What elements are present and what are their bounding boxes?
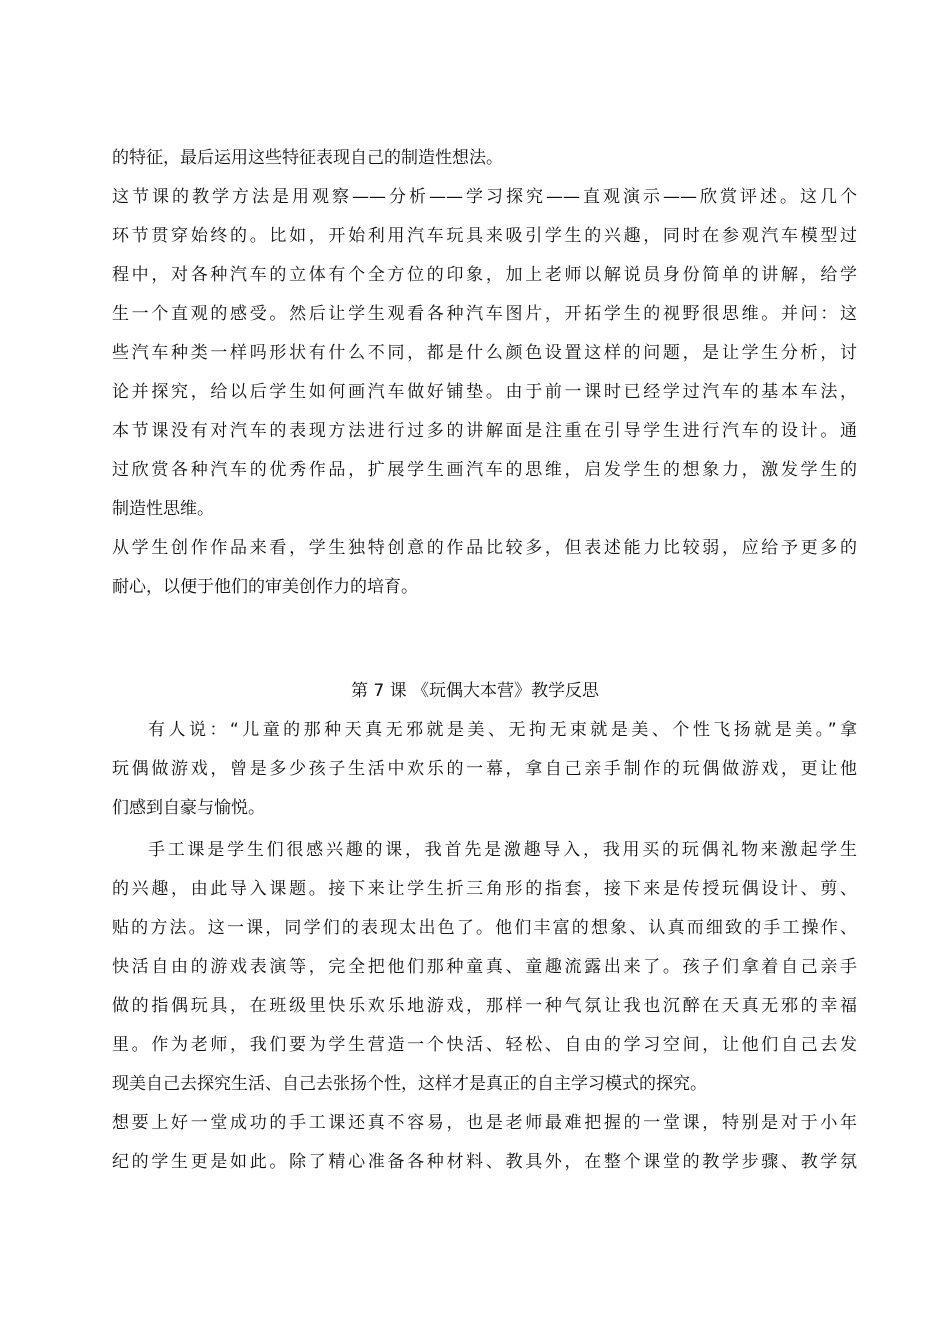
paragraph-line: 些汽车种类一样吗形状有什么不同，都是什么颜色设置这样的问题，是让学生分析，讨	[112, 343, 857, 363]
paragraph-line: 贴的方法。这一课，同学们的表现太出色了。他们丰富的想象、认真而细致的手工操作、	[112, 918, 857, 938]
lesson-heading: 第 7 课 《玩偶大本营》教学反思	[350, 681, 600, 701]
paragraph-line: 现美自己去探究生活、自己去张扬个性，这样才是真正的自主学习模式的探究。	[112, 1074, 707, 1094]
paragraph-line: 手工课是学生们很感兴趣的课，我首先是激趣导入，我用买的玩偶礼物来激起学生	[148, 840, 857, 860]
paragraph-line: 们感到自豪与愉悦。	[112, 798, 265, 818]
paragraph-line: 玩偶做游戏，曾是多少孩子生活中欢乐的一幕，拿自己亲手制作的玩偶做游戏，更让他	[112, 759, 857, 779]
paragraph-line: 的特征，最后运用这些特征表现自己的制造性想法。	[112, 148, 503, 168]
paragraph-line: 从学生创作作品来看，学生独特创意的作品比较多，但表述能力比较弱，应给予更多的	[112, 538, 857, 558]
paragraph-line: 想要上好一堂成功的手工课还真不容易，也是老师最难把握的一堂课，特别是对于小年	[112, 1113, 857, 1133]
paragraph-line: 纪的学生更是如此。除了精心准备各种材料、教具外，在整个课堂的教学步骤、教学氛	[112, 1152, 857, 1172]
paragraph-line: 的兴趣，由此导入课题。接下来让学生折三角形的指套，接下来是传授玩偶设计、剪、	[112, 879, 857, 899]
paragraph-line: 本节课没有对汽车的表现方法进行过多的讲解面是注重在引导学生进行汽车的设计。通	[112, 421, 857, 441]
paragraph-line: 快活自由的游戏表演等，完全把他们那种童真、童趣流露出来了。孩子们拿着自己亲手	[112, 957, 857, 977]
paragraph-line: 里。作为老师，我们要为学生营造一个快活、轻松、自由的学习空间，让他们自己去发	[112, 1035, 857, 1055]
paragraph-line: 过欣赏各种汽车的优秀作品，扩展学生画汽车的思维，启发学生的想象力，激发学生的	[112, 460, 857, 480]
paragraph-line: 生一个直观的感受。然后让学生观看各种汽车图片，开拓学生的视野很思维。并问：这	[112, 304, 857, 324]
paragraph-line: 制造性思维。	[112, 499, 214, 519]
paragraph-line: 环节贯穿始终的。比如，开始利用汽车玩具来吸引学生的兴趣，同时在参观汽车模型过	[112, 226, 857, 246]
paragraph-line: 程中，对各种汽车的立体有个全方位的印象，加上老师以解说员身份简单的讲解，给学	[112, 265, 857, 285]
paragraph-line: 有人说：“儿童的那种天真无邪就是美、无拘无束就是美、个性飞扬就是美。”拿	[148, 720, 857, 740]
paragraph-line: 论并探究，给以后学生如何画汽车做好铺垫。由于前一课时已经学过汽车的基本车法，	[112, 382, 857, 402]
paragraph-line: 做的指偶玩具，在班级里快乐欢乐地游戏，那样一种气氛让我也沉醉在天真无邪的幸福	[112, 996, 857, 1016]
paragraph-line: 这节课的教学方法是用观察——分析——学习探究——直观演示——欣赏评述。这几个	[112, 187, 857, 207]
paragraph-line: 耐心，以便于他们的审美创作力的培育。	[112, 577, 418, 597]
